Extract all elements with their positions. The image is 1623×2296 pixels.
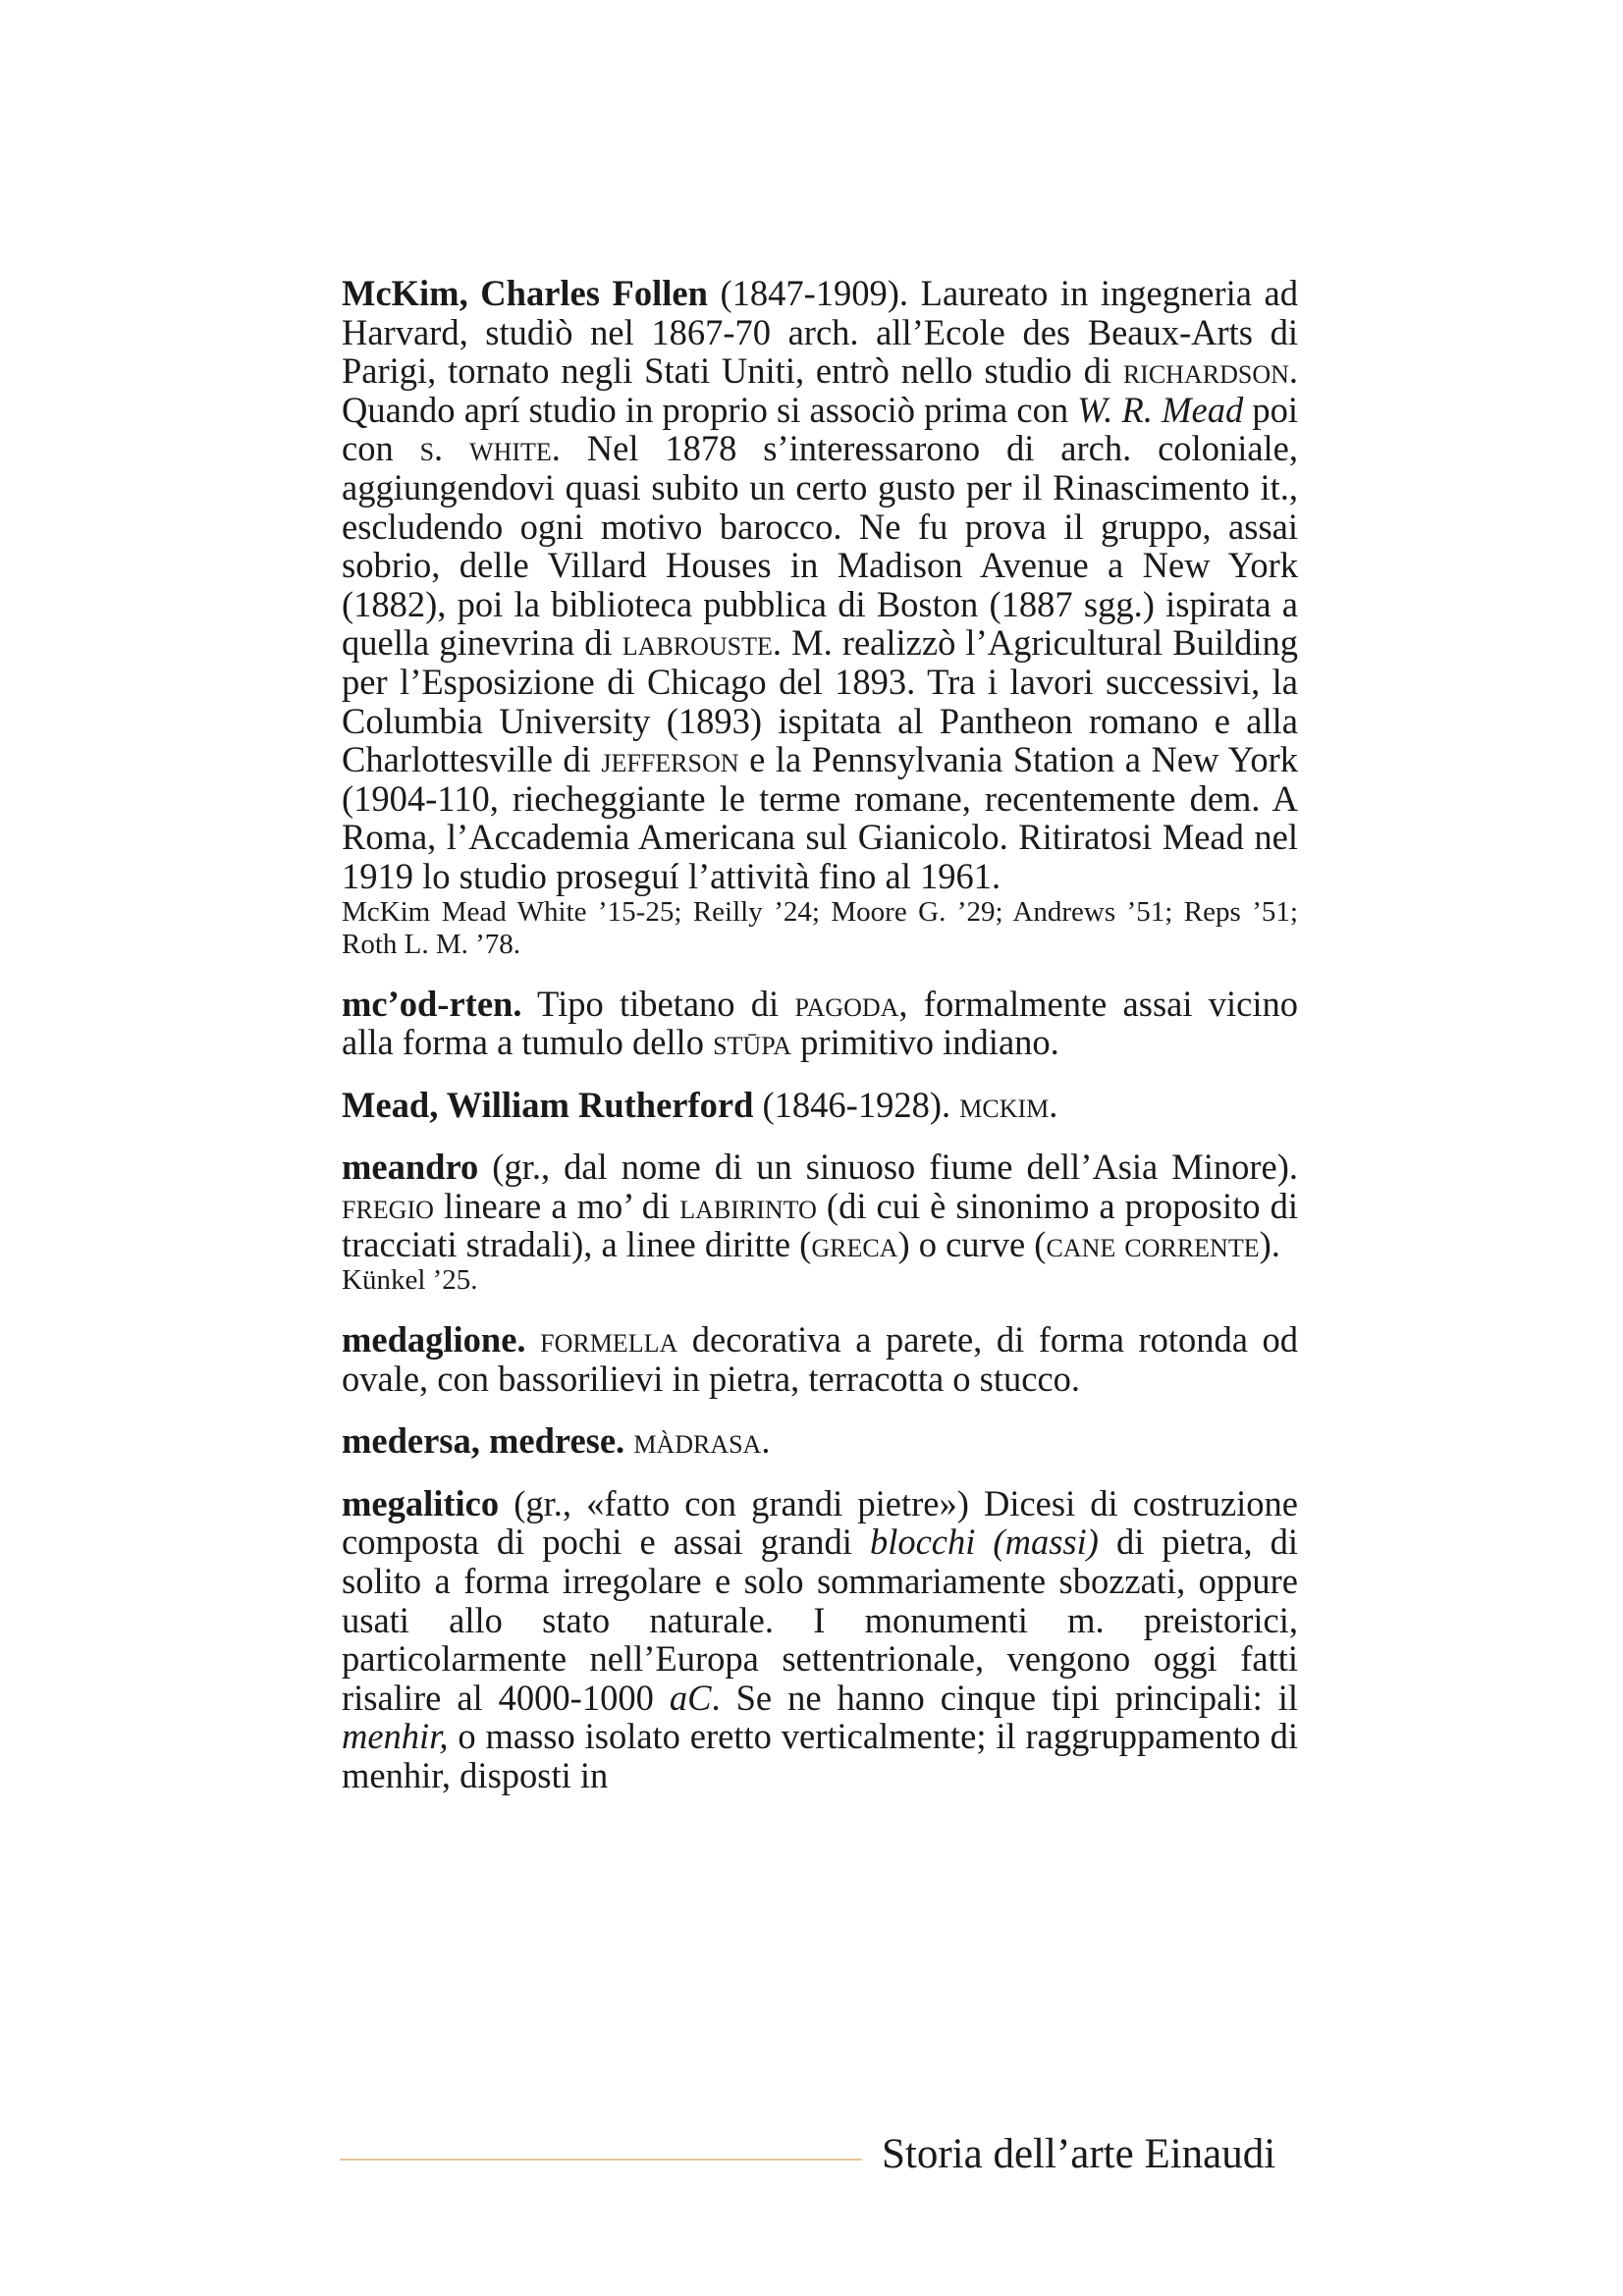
entry-text — [342, 1086, 1298, 1125]
entry-body-text: e la Pennsylvania Station a New York (1904-110, riecheggiante le terme romane, recentemente dem. A Roma, l’Accademia Americana sul Gianicolo. Ritiratosi Mead nel 1919 lo studio proseguí l’attività fino al 1961. — [342, 739, 1299, 896]
entry-body-text: (gr., «fatto con grandi pietre») Dicesi di costruzione composta di pochi e assai grandi — [342, 1482, 1298, 1563]
entry-body-text: poi con — [342, 389, 1298, 469]
cross-reference: màdrasa — [633, 1420, 762, 1462]
entry-body-text: (di cui è sinonimo a proposito di tracciati stradali), a linee diritte ( — [342, 1185, 1299, 1265]
entry-headword: meandro — [342, 1147, 479, 1188]
cross-reference: richardson — [1122, 350, 1289, 392]
entry-body-text: . Se ne hanno cinque tipi principali: il — [711, 1677, 1298, 1718]
cross-reference: labrouste — [622, 622, 773, 664]
dictionary-entry — [342, 1086, 1298, 1125]
dictionary-entry — [342, 1320, 1298, 1398]
entry-text — [342, 1484, 1298, 1795]
cross-reference: jefferson — [601, 739, 739, 780]
footer-rule — [340, 2159, 862, 2161]
dictionary-entry — [342, 274, 1298, 961]
entry-headword: Mead, William Rutherford — [342, 1084, 754, 1125]
entry-headword: megalitico — [342, 1482, 500, 1523]
cross-reference: pagoda — [794, 983, 899, 1024]
entry-text — [342, 1148, 1298, 1264]
entry-body-text: decorativa a parete, di forma rotonda od ovale, con bassorilievi in pietra, terracotta o stucco. — [342, 1319, 1299, 1399]
dictionary-entry — [342, 985, 1298, 1062]
cross-reference: cane corrente — [1046, 1224, 1260, 1265]
cross-reference: formella — [540, 1319, 678, 1361]
dictionary-column — [342, 274, 1298, 1819]
entry-headword: medaglione. — [342, 1319, 526, 1361]
entry-body-text: (1846-1928). — [753, 1084, 960, 1125]
entry-body-text — [526, 1319, 541, 1360]
entry-body-text — [624, 1420, 633, 1461]
cross-reference: mckim — [959, 1084, 1050, 1125]
entry-body-text: ) o curve ( — [897, 1224, 1047, 1265]
entry-body-text: . Nel 1878 s’interessarono di arch. coloniale, aggiungendovi quasi subito un certo gusto per il Rinascimento it., escludendo ogni motivo barocco. Ne fu prova il gruppo, assai sobrio, delle Villard Houses in Madison Avenue a New York (1882), poi la biblioteca pubblica di Boston (1887 sgg.) ispirata a quella ginevrina di — [342, 428, 1299, 664]
entry-body-text: o masso isolato eretto verticalmente; il raggruppamento di menhir, disposti in — [342, 1716, 1298, 1795]
entry-body-text: . — [1049, 1084, 1058, 1125]
entry-bibliography: McKim Mead White ’15-25; Reilly ’24; Moore G. ’29; Andrews ’51; Reps ’51; Roth L. M. ’78. — [342, 895, 1298, 960]
entry-bibliography: Künkel ’25. — [342, 1264, 478, 1297]
entry-text — [342, 985, 1298, 1062]
italic-term: blocchi (massi) — [869, 1522, 1099, 1563]
entry-headword: medersa, medrese. — [342, 1420, 625, 1462]
entry-body-text: . M. realizzò l’Agricultural Building per l’Esposizione di Chicago del 1893. Tra i lavori successivi, la Columbia University (1893) ispitata al Pantheon romano e alla Charlottesville di — [342, 622, 1298, 780]
entry-text — [342, 1421, 1298, 1461]
cross-reference: stūpa — [713, 1022, 792, 1063]
entry-body-text: di pietra, di solito a forma irregolare e solo sommariamente sbozzati, oppure usati allo stato naturale. I monumenti m. preistorici, particolarmente nell’Europa settentrionale, vengono oggi fatti risalire al 4000-1000 — [342, 1522, 1298, 1718]
entry-body-text: (gr., dal nome di un sinuoso fiume dell’Asia Minore). — [478, 1147, 1298, 1188]
cross-reference: s. white — [419, 428, 552, 469]
entry-body-text: , formalmente assai vicino alla forma a tumulo dello — [342, 983, 1298, 1063]
entry-headword: McKim, Charles Follen — [342, 273, 708, 313]
entry-body-text: primitivo indiano. — [791, 1022, 1059, 1063]
entry-text — [342, 1320, 1298, 1398]
dictionary-entry — [342, 1421, 1298, 1461]
entry-body-text: (1847-1909). Laureato in ingegneria ad Harvard, studiò nel 1867-70 arch. all’Ecole des Beaux-Arts di Parigi, tornato negli Stati Uniti, entrò nello studio di — [342, 273, 1298, 392]
entry-body-text: lineare a mo’ di — [433, 1185, 680, 1226]
cross-reference: fregio — [342, 1185, 434, 1226]
dictionary-entry — [342, 1484, 1298, 1795]
footer-title: Storia dell’arte Einaudi — [882, 2131, 1276, 2177]
italic-term: aC — [669, 1677, 712, 1718]
entry-body-text: . Quando aprí studio in proprio si associò prima con — [342, 350, 1298, 430]
italic-term: menhir, — [342, 1716, 449, 1757]
entry-body-text: . — [761, 1420, 771, 1462]
entry-text — [342, 274, 1298, 896]
entry-body-text: Tipo tibetano di — [521, 983, 795, 1024]
cross-reference: labirinto — [679, 1185, 817, 1226]
cross-reference: greca — [811, 1224, 898, 1265]
entry-headword: mc’od-rten. — [342, 983, 522, 1024]
dictionary-entry — [342, 1148, 1298, 1297]
entry-body-text: ). — [1259, 1224, 1280, 1265]
italic-term: W. R. Mead — [1077, 389, 1244, 430]
